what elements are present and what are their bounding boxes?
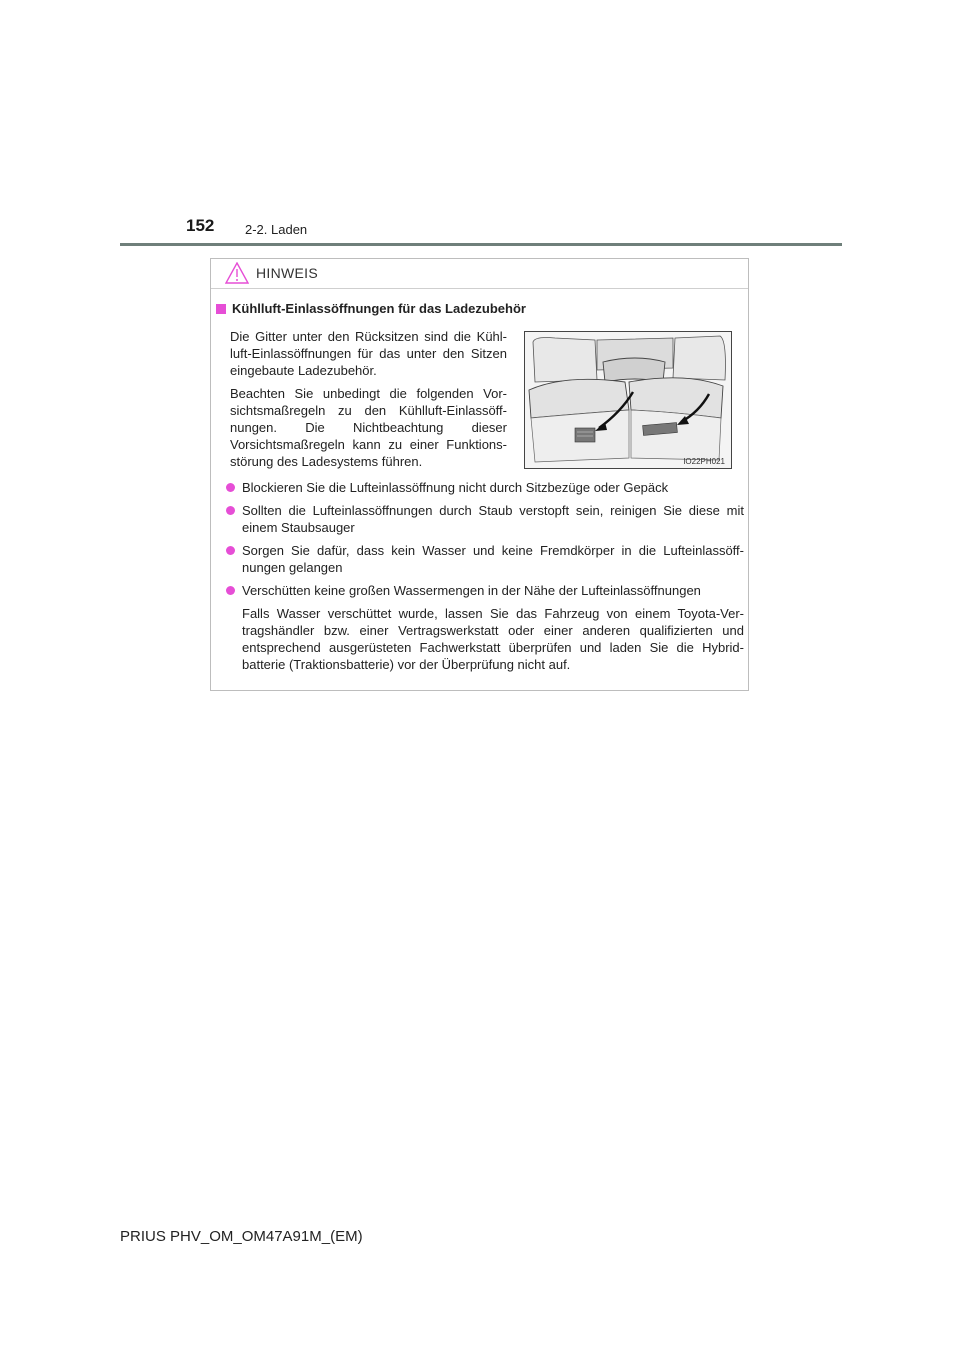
page-number: 152: [186, 216, 215, 235]
notice-subheading: [216, 301, 526, 316]
list-item: [224, 479, 744, 496]
list-item: [224, 542, 744, 576]
figure-id: IO22PH021: [683, 457, 725, 466]
notice-label: HINWEIS: [256, 265, 318, 281]
bullet-dot-icon: [226, 546, 235, 555]
header-rule: [120, 243, 842, 246]
warning-triangle-icon: [225, 262, 249, 284]
bullet-text: Verschütten keine großen Wassermengen in der Nähe der Lufteinlassöffnungen: [242, 583, 701, 598]
bullet-dot-icon: [226, 506, 235, 515]
list-item: [224, 502, 744, 536]
section-title: 2-2. Laden: [245, 222, 308, 237]
subheading-text: Kühlluft-Einlassöffnungen für das Ladezubehör: [232, 301, 526, 316]
bullet-list: [224, 479, 744, 673]
square-bullet-icon: [216, 304, 226, 314]
intro-paragraph: Die Gitter unter den Rücksitzen sind die Kühl-luft-Einlassöffnungen für das unter den Sitzen eingebaute Ladezubehör.: [230, 329, 507, 378]
bullet-text: Sollten die Lufteinlassöffnungen durch Staub verstopft sein, reinigen Sie diese mit einem Staubsauger: [242, 503, 744, 535]
bullet-text: Sorgen Sie dafür, dass kein Wasser und keine Fremdkörper in die Lufteinlassöff-nungen gelangen: [242, 543, 744, 575]
list-item: [224, 582, 744, 599]
rear-seat-drawing: [525, 332, 731, 468]
follow-up-paragraph: Falls Wasser verschüttet wurde, lassen Sie das Fahrzeug von einem Toyota-Ver-tragshändler bzw. einer Vertragswerkstatt oder einer anderen qualifizierten und entsprechend ausgerüsteten Fachwerkstatt überprüfen und laden Sie die Hybrid-batterie (Traktionsbatterie) vor der Überprüfung nicht auf.: [242, 606, 744, 672]
seat-vent-illustration: [524, 331, 732, 469]
notice-box: [210, 258, 749, 691]
bullet-dot-icon: [226, 586, 235, 595]
footer-doc-code: PRIUS PHV_OM_OM47A91M_(EM): [120, 1228, 363, 1245]
bullet-dot-icon: [226, 483, 235, 492]
bullet-text: Blockieren Sie die Lufteinlassöffnung nicht durch Sitzbezüge oder Gepäck: [242, 480, 669, 495]
notice-header: [211, 259, 748, 289]
precaution-paragraph: Beachten Sie unbedingt die folgenden Vor-sichtsmaßregeln zu den Kühlluft-Einlassöff-nungen. Die Nichtbeachtung dieser Vorsichtsmaßregeln kann zu einer Funktions-störung des Ladesystems führen.: [230, 386, 507, 469]
